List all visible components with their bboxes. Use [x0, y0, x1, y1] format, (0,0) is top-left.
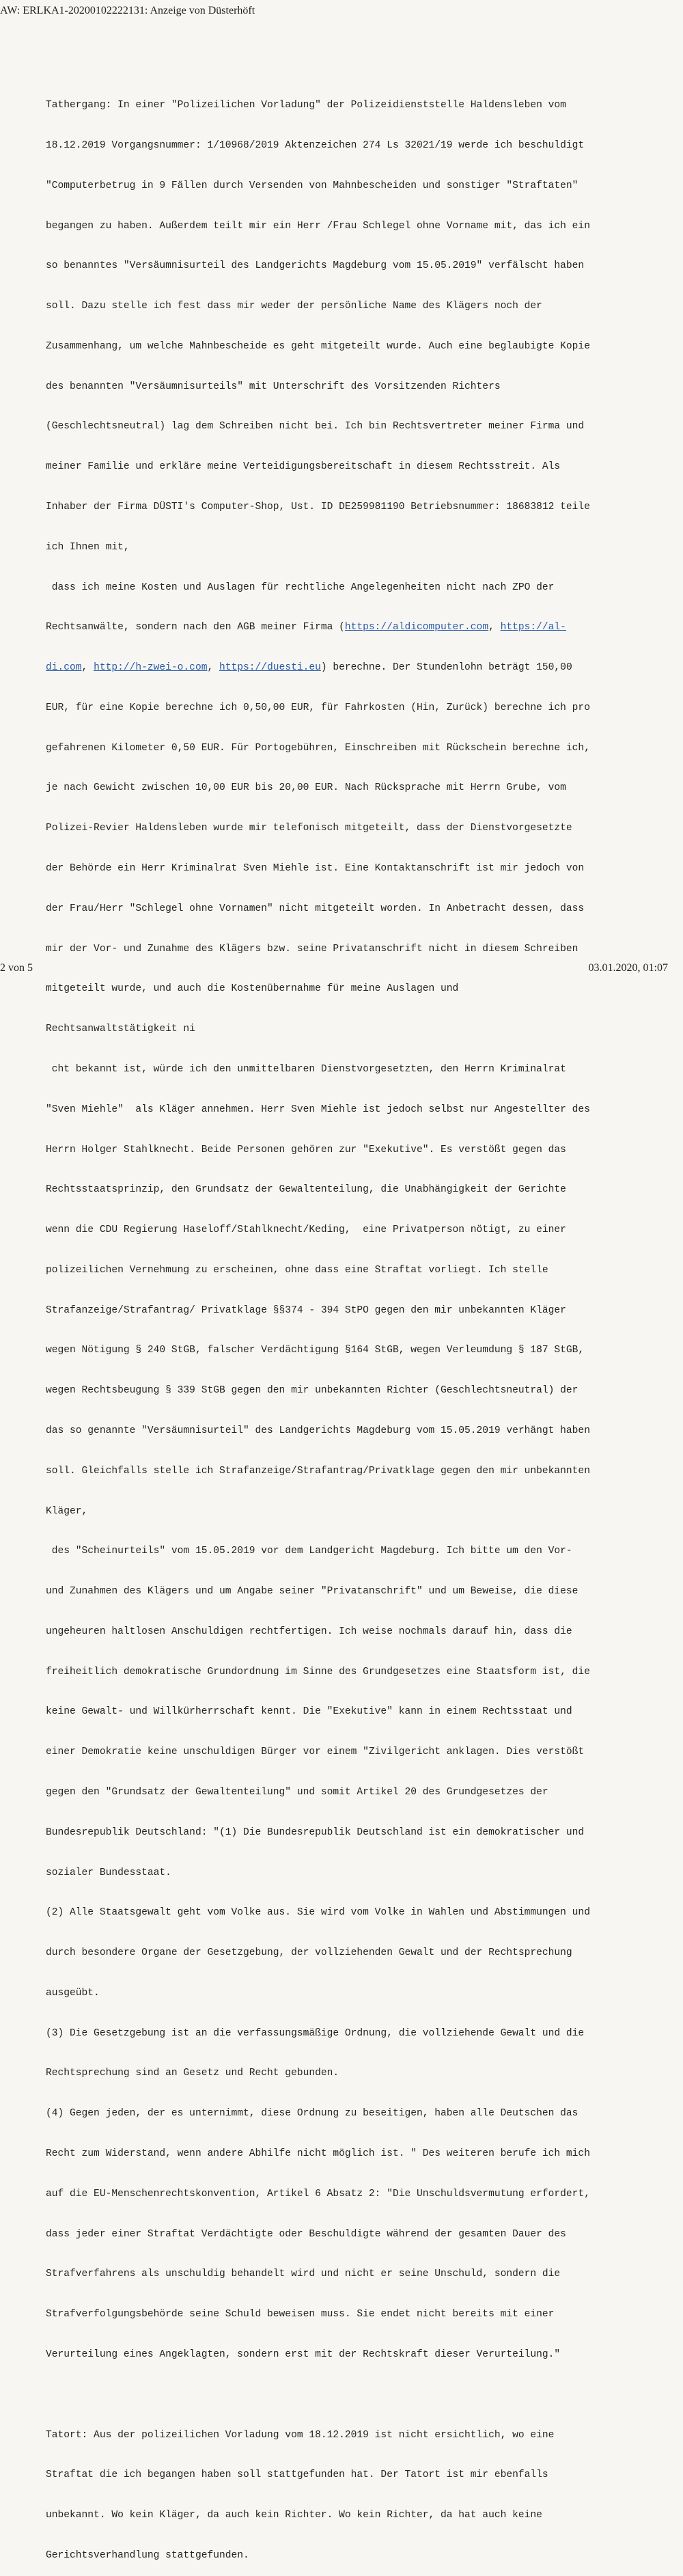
text-line: einer Demokratie keine unschuldigen Bürger vor einem "Zivilgericht anklagen. Dies verstößt — [46, 1746, 585, 1758]
text-line: Tathergang: In einer "Polizeilichen Vorladung" der Polizeidienststelle Haldensleben vom — [46, 100, 566, 111]
link-duesti[interactable]: https://duesti.eu — [219, 662, 321, 674]
link-aldi-part1[interactable]: https://al- — [500, 622, 566, 633]
text-line: Rechtsstaatsprinzip, den Grundsatz der Gewaltenteilung, die Unabhängigkeit der Gerichte — [46, 1184, 566, 1196]
text-line: wegen Rechtsbeugung § 339 StGB gegen den mir unbekannten Richter (Geschlechtsneutral) der — [46, 1385, 579, 1397]
text-segment: ) berechne. Der Stundenlohn beträgt 150,00 — [320, 662, 572, 674]
text-line: und Zunahmen des Klägers und um Angabe seiner "Privatanschrift" und um Beweise, die diese — [46, 1586, 579, 1598]
text-line: das so genannte "Versäumnisurteil" des Landgerichts Magdeburg vom 15.05.2019 verhängt haben — [46, 1425, 590, 1436]
text-line: Straftat die ich begangen haben soll stattgefunden hat. Der Tatort ist mir ebenfalls — [46, 2469, 548, 2481]
message-body — [46, 72, 660, 2576]
text-line: auf die EU-Menschenrechtskonvention, Artikel 6 Absatz 2: "Die Unschuldsvermutung erfordert, — [46, 2188, 590, 2200]
text-line: meiner Familie und erkläre meine Verteidigungsbereitschaft in diesem Rechtsstreit. Als — [46, 461, 561, 473]
text-line: ich Ihnen mit, — [46, 541, 130, 553]
text-line: Bundesrepublik Deutschland: "(1) Die Bundesrepublik Deutschland ist ein demokratischer und — [46, 1826, 585, 1838]
link-h-zwei-o[interactable]: http://h-zwei-o.com — [94, 662, 208, 674]
text-segment: Rechtsanwälte, sondern nach den AGB meiner Firma ( — [46, 622, 345, 633]
text-line: der Frau/Herr "Schlegel ohne Vornamen" nicht mitgeteilt worden. In Anbetracht dessen, dass — [46, 903, 585, 914]
text-line: Zusammenhang, um welche Mahnbescheide es geht mitgeteilt wurde. Auch eine beglaubigte Kopie — [46, 340, 590, 352]
text-line: keine Gewalt- und Willkürherrschaft kennt. Die "Exekutive" kann in einem Rechtsstaat und — [46, 1706, 572, 1718]
text-line: unbekannt. Wo kein Kläger, da auch kein Richter. Wo kein Richter, da hat auch keine — [46, 2510, 542, 2521]
text-line: Polizei-Revier Haldensleben wurde mir telefonisch mitgeteilt, dass der Dienstvorgesetzte — [46, 823, 572, 834]
text-line: begangen zu haben. Außerdem teilt mir ein Herr /Frau Schlegel ohne Vorname mit, das ich ein — [46, 220, 590, 232]
text-line: EUR, für eine Kopie berechne ich 0,50,00 EUR, für Fahrkosten (Hin, Zurück) berechne ich pro — [46, 702, 590, 713]
text-line: des benannten "Versäumnisurteils" mit Unterschrift des Vorsitzenden Richters — [46, 381, 501, 392]
text-line: Gerichtsverhandlung stattgefunden. — [46, 2549, 249, 2561]
text-line: "Computerbetrug in 9 Fällen durch Versenden von Mahnbescheiden und sonstiger "Straftaten" — [46, 180, 579, 191]
text-line: ausgeübt. — [46, 1987, 100, 1999]
text-line: wegen Nötigung § 240 StGB, falscher Verdächtigung §164 StGB, wegen Verleumdung § 187 StGB, — [46, 1345, 585, 1356]
text-segment: , — [207, 662, 219, 674]
text-line: Tatort: Aus der polizeilichen Vorladung vom 18.12.2019 ist nicht ersichtlich, wo eine — [46, 2429, 555, 2441]
text-line: Inhaber der Firma DÜSTI's Computer-Shop, Ust. ID DE259981190 Betriebsnummer: 18683812 teile — [46, 502, 590, 512]
text-segment: , — [488, 622, 501, 633]
text-line: je nach Gewicht zwischen 10,00 EUR bis 20,00 EUR. Nach Rücksprache mit Herrn Grube, vom — [46, 782, 566, 794]
text-line: 18.12.2019 Vorgangsnummer: 1/10968/2019 Aktenzeichen 274 Ls 32021/19 werde ich beschuldigt — [46, 139, 585, 151]
text-segment: , — [81, 662, 94, 674]
print-timestamp: 03.01.2020, 01:07 — [588, 962, 668, 974]
text-line: cht bekannt ist, würde ich den unmittelbaren Dienstvorgesetzten, den Herrn Kriminalrat — [46, 1063, 566, 1075]
text-line: mir der Vor- und Zunahme des Klägers bzw. seine Privatanschrift nicht in diesem Schreiben — [46, 943, 579, 955]
text-line: so benanntes "Versäumnisurteil des Landgerichts Magdeburg vom 15.05.2019" verfälscht haben — [46, 260, 585, 272]
text-line: sozialer Bundesstaat. — [46, 1867, 171, 1878]
text-line: soll. Dazu stelle ich fest dass mir weder der persönliche Name des Klägers noch der — [46, 301, 542, 312]
text-line: Kläger, — [46, 1505, 88, 1517]
text-line: Strafverfahrens als unschuldig behandelt wird und nicht er seine Unschuld, sondern die — [46, 2269, 561, 2280]
text-line: soll. Gleichfalls stelle ich Strafanzeige/Strafantrag/Privatklage gegen den mir unbekannten — [46, 1465, 590, 1477]
email-subject-header: AW: ERLKA1-20200102222131: Anzeige von Düsterhöft — [0, 5, 255, 16]
text-line: Recht zum Widerstand, wenn andere Abhilfe nicht möglich ist. " Des weiteren berufe ich mich — [46, 2148, 590, 2160]
text-line: wenn die CDU Regierung Haseloff/Stahlknecht/Keding, eine Privatperson nötigt, zu einer — [46, 1224, 566, 1236]
text-line: polizeilichen Vernehmung zu erscheinen, ohne dass eine Straftat vorliegt. Ich stelle — [46, 1264, 548, 1276]
text-line: (4) Gegen jeden, der es unternimmt, diese Ordnung zu beseitigen, haben alle Deutschen das — [46, 2108, 579, 2120]
text-line: Verurteilung eines Angeklagten, sondern erst mit der Rechtskraft dieser Verurteilung." — [46, 2348, 561, 2360]
text-line: dass ich meine Kosten und Auslagen für rechtliche Angelegenheiten nicht nach ZPO der — [46, 581, 555, 593]
text-line: Rechtsprechung sind an Gesetz und Recht gebunden. — [46, 2068, 339, 2079]
text-line: dass jeder einer Straftat Verdächtigte oder Beschuldigte während der gesamten Dauer des — [46, 2228, 566, 2240]
text-line: (2) Alle Staatsgewalt geht vom Volke aus. Sie wird vom Volke in Wahlen und Abstimmungen und — [46, 1907, 590, 1919]
link-aldicomputer[interactable]: https://aldicomputer.com — [344, 622, 489, 633]
text-line: (Geschlechtsneutral) lag dem Schreiben nicht bei. Ich bin Rechtsvertreter meiner Firma und — [46, 421, 585, 433]
text-line: gefahrenen Kilometer 0,50 EUR. Für Portogebühren, Einschreiben mit Rückschein berechne ich, — [46, 742, 590, 754]
blank-line — [46, 2389, 660, 2402]
text-line: gegen den "Grundsatz der Gewaltenteilung" und somit Artikel 20 des Grundgesetzes der — [46, 1787, 548, 1798]
text-line-with-links — [46, 661, 660, 675]
text-line: durch besondere Organe der Gesetzgebung, der vollziehenden Gewalt und der Rechtsprechung — [46, 1947, 572, 1959]
text-line: der Behörde ein Herr Kriminalrat Sven Miehle ist. Eine Kontaktanschrift ist mir jedoch von — [46, 863, 585, 875]
text-line: mitgeteilt wurde, und auch die Kostenübernahme für meine Auslagen und — [46, 983, 459, 995]
text-line: (3) Die Gesetzgebung ist an die verfassungsmäßige Ordnung, die vollziehende Gewalt und die — [46, 2027, 585, 2039]
text-line: Herrn Holger Stahlknecht. Beide Personen gehören zur "Exekutive". Es verstößt gegen das — [46, 1144, 566, 1155]
text-line: ungeheuren haltlosen Anschuldigen rechtfertigen. Ich weise nochmals darauf hin, dass die — [46, 1626, 572, 1637]
text-line: Rechtsanwaltstätigkeit ni — [46, 1024, 195, 1035]
text-line: Strafanzeige/Strafantrag/ Privatklage §§374 - 394 StPO gegen den mir unbekannten Kläger — [46, 1304, 566, 1316]
text-line-with-links — [46, 621, 660, 635]
page-number: 2 von 5 — [0, 962, 33, 974]
link-aldi-part2[interactable]: di.com — [46, 662, 82, 674]
text-line: "Sven Miehle" als Kläger annehmen. Herr Sven Miehle ist jedoch selbst nur Angestellter des — [46, 1104, 590, 1115]
text-line: Strafverfolgungsbehörde seine Schuld beweisen muss. Sie endet nicht bereits mit einer — [46, 2309, 555, 2320]
text-line: freiheitlich demokratische Grundordnung im Sinne des Grundgesetzes eine Staatsform ist, die — [46, 1666, 590, 1677]
text-line: des "Scheinurteils" vom 15.05.2019 vor dem Landgericht Magdeburg. Ich bitte um den Vor- — [46, 1546, 572, 1557]
